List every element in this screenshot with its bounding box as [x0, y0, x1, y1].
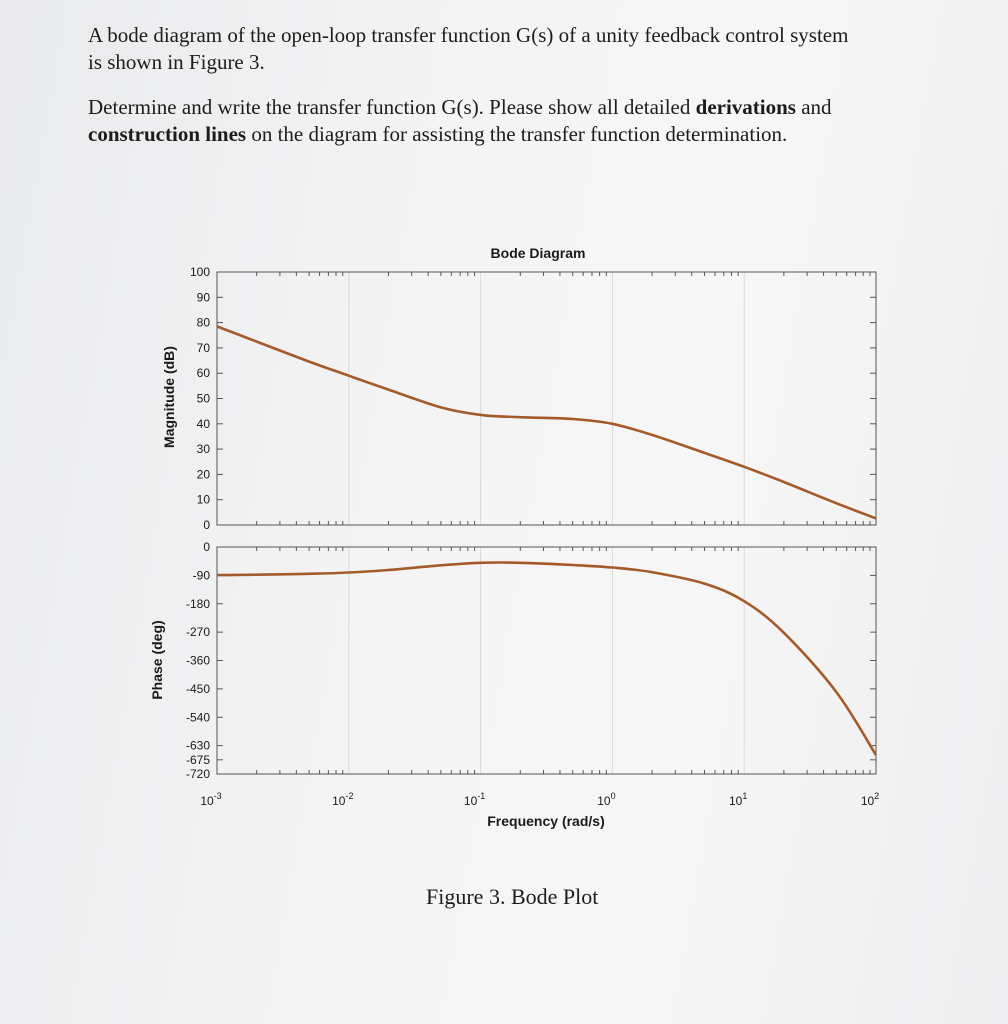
instruction-text-c: and [795, 95, 832, 119]
magnitude-tick-label: 0 [203, 518, 210, 532]
magnitude-grid [349, 272, 744, 525]
magnitude-tick-label: 20 [196, 467, 210, 482]
phase-tick-label: -675 [185, 752, 210, 767]
frequency-tick-label: $10^2$ [860, 791, 880, 808]
frequency-ticks [200, 272, 879, 808]
frequency-tick-label: $10^0$ [597, 791, 616, 808]
frequency-tick-label: $10^{-1}$ [463, 791, 486, 808]
magnitude-curve [217, 326, 876, 518]
phase-tick-label: -360 [185, 653, 210, 668]
magnitude-tick-label: 10 [196, 492, 210, 507]
instruction-bold-derivations: derivations [695, 95, 796, 119]
frequency-xlabel: Frequency (rad/s) [487, 813, 605, 829]
phase-curve [217, 562, 876, 755]
problem-line-1: A bode diagram of the open-loop transfer function G(s) of a unity feedback control system [88, 23, 849, 47]
magnitude-tick-label: 80 [196, 315, 210, 330]
magnitude-tick-label: 50 [196, 391, 210, 406]
phase-axes-frame [217, 547, 876, 774]
magnitude-axes-frame [217, 272, 876, 525]
magnitude-tick-label: 100 [189, 265, 210, 279]
instruction-text-e: on the diagram for assisting the transfer function determination. [246, 122, 788, 146]
phase-tick-label: -180 [185, 596, 210, 611]
phase-tick-label: 0 [203, 540, 210, 554]
chart-title: Bode Diagram [490, 245, 586, 261]
phase-tick-label: -630 [185, 738, 210, 753]
phase-tick-label: -720 [185, 767, 210, 781]
figure-caption: Figure 3. Bode Plot [426, 884, 599, 909]
phase-ylabel: Phase (deg) [149, 620, 165, 700]
magnitude-tick-label: 30 [196, 442, 210, 457]
magnitude-tick-label: 90 [196, 290, 210, 305]
phase-tick-label: -90 [192, 568, 210, 583]
magnitude-ticks [190, 265, 876, 532]
instruction-bold-construction-lines: construction lines [88, 122, 247, 146]
phase-grid [349, 547, 744, 774]
magnitude-tick-label: 40 [196, 416, 210, 431]
problem-line-2: is shown in Figure 3. [88, 50, 265, 74]
frequency-tick-label: $10^{-2}$ [332, 791, 354, 808]
magnitude-ylabel: Magnitude (dB) [161, 346, 177, 448]
phase-tick-label: -540 [185, 710, 210, 725]
instruction-text-a: Determine and write the transfer function G(s). Please show all detailed [88, 95, 696, 119]
magnitude-tick-label: 70 [196, 340, 210, 355]
phase-ticks [186, 540, 876, 781]
magnitude-tick-label: 60 [196, 366, 210, 381]
phase-tick-label: -450 [185, 681, 210, 696]
frequency-tick-label: $10^{-3}$ [200, 791, 222, 808]
frequency-tick-label: $10^1$ [729, 791, 748, 808]
phase-tick-label: -270 [185, 625, 210, 640]
